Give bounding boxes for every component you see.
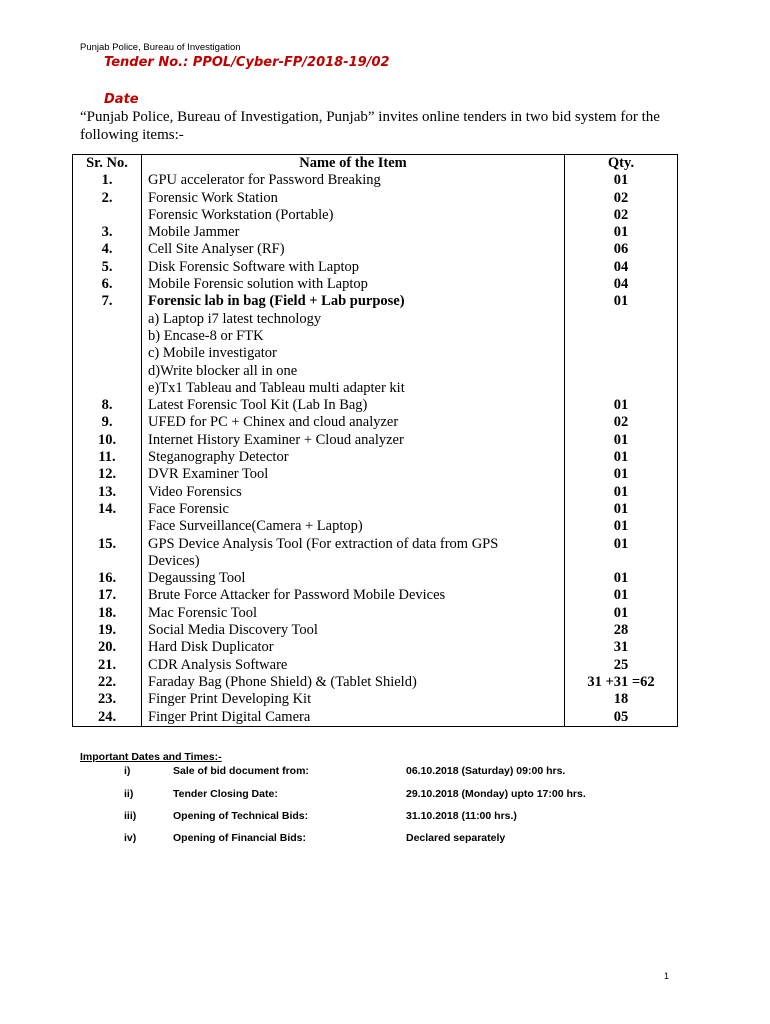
table-row (73, 414, 678, 431)
sr-no-cell: 11. (73, 449, 142, 466)
sr-no-cell: 8. (73, 397, 142, 414)
qty-cell: 01 (565, 536, 678, 553)
items-table-body (73, 172, 678, 726)
qty-cell: 02 (565, 207, 678, 224)
item-name-cell: Hard Disk Duplicator (142, 639, 565, 656)
table-row (73, 622, 678, 639)
sr-no-cell (73, 380, 142, 397)
sr-no-cell: 19. (73, 622, 142, 639)
qty-cell: 18 (565, 691, 678, 708)
sr-no-cell: 5. (73, 259, 142, 276)
qty-cell: 01 (565, 570, 678, 587)
sr-no-cell: 10. (73, 432, 142, 449)
item-name-cell: Finger Print Digital Camera (142, 709, 565, 727)
sr-no-cell (73, 518, 142, 535)
qty-cell: 01 (565, 397, 678, 414)
date-row-label: Sale of bid document from: (173, 765, 309, 777)
item-name-cell: Face Surveillance(Camera + Laptop) (142, 518, 565, 535)
item-name-cell: a) Laptop i7 latest technology (142, 311, 565, 328)
sr-no-cell: 15. (73, 536, 142, 553)
date-row-number: iii) (124, 810, 137, 822)
table-row (73, 207, 678, 224)
item-name-cell: b) Encase-8 or FTK (142, 328, 565, 345)
item-name-cell: Face Forensic (142, 501, 565, 518)
item-name-cell: e)Tx1 Tableau and Tableau multi adapter kit (142, 380, 565, 397)
date-row-label: Opening of Technical Bids: (173, 810, 309, 822)
table-row (73, 466, 678, 483)
table-row (73, 587, 678, 604)
intro-paragraph: “Punjab Police, Bureau of Investigation, Punjab” invites online tenders in two bid system for the following items:- (80, 109, 660, 143)
item-name-cell: Forensic Work Station (142, 190, 565, 207)
qty-cell: 01 (565, 449, 678, 466)
date-row-value: 06.10.2018 (Saturday) 09:00 hrs. (406, 765, 566, 777)
table-row (73, 536, 678, 553)
sr-no-cell: 22. (73, 674, 142, 691)
qty-cell: 01 (565, 518, 678, 535)
sr-no-cell: 17. (73, 587, 142, 604)
date-label: Date (104, 92, 139, 107)
item-name-cell: Latest Forensic Tool Kit (Lab In Bag) (142, 397, 565, 414)
item-name-cell: UFED for PC + Chinex and cloud analyzer (142, 414, 565, 431)
sr-no-cell: 6. (73, 276, 142, 293)
table-row (73, 639, 678, 656)
qty-cell: 02 (565, 414, 678, 431)
date-row-value: 29.10.2018 (Monday) upto 17:00 hrs. (406, 788, 586, 800)
item-name-cell: GPS Device Analysis Tool (For extraction of data from GPS (142, 536, 565, 553)
qty-cell (565, 345, 678, 362)
tender-number: Tender No.: PPOL/Cyber-FP/2018-19/02 (104, 55, 390, 70)
sr-no-cell: 21. (73, 657, 142, 674)
qty-cell: 31 +31 =62 (565, 674, 678, 691)
sr-no-cell (73, 207, 142, 224)
qty-cell (565, 363, 678, 380)
items-table (72, 154, 678, 727)
qty-cell (565, 380, 678, 397)
date-row-value: Declared separately (406, 832, 506, 844)
table-row (73, 172, 678, 189)
table-row (73, 345, 678, 362)
qty-cell: 01 (565, 432, 678, 449)
qty-cell (565, 311, 678, 328)
sr-no-cell: 3. (73, 224, 142, 241)
item-name-cell: Devices) (142, 553, 565, 570)
item-name-cell: d)Write blocker all in one (142, 363, 565, 380)
sr-no-cell: 14. (73, 501, 142, 518)
table-row (73, 432, 678, 449)
qty-cell: 31 (565, 639, 678, 656)
table-row (73, 709, 678, 727)
date-row-value: 31.10.2018 (11:00 hrs.) (406, 810, 517, 822)
qty-cell: 02 (565, 190, 678, 207)
sr-no-cell: 1. (73, 172, 142, 189)
table-row (73, 190, 678, 207)
item-name-cell: Mobile Jammer (142, 224, 565, 241)
sr-no-cell (73, 328, 142, 345)
item-name-cell: Mac Forensic Tool (142, 605, 565, 622)
table-row (73, 363, 678, 380)
sr-no-cell (73, 345, 142, 362)
date-row-label: Opening of Financial Bids: (173, 832, 307, 844)
qty-cell: 04 (565, 276, 678, 293)
important-dates-title: Important Dates and Times:- (80, 751, 222, 763)
table-row (73, 691, 678, 708)
item-name-cell: Internet History Examiner + Cloud analyzer (142, 432, 565, 449)
date-row-number: ii) (124, 788, 134, 800)
sr-no-cell: 20. (73, 639, 142, 656)
sr-no-cell: 13. (73, 484, 142, 501)
col-header-sr-no: Sr. No. (73, 155, 142, 173)
date-row-number: iv) (124, 832, 137, 844)
table-row (73, 311, 678, 328)
table-row (73, 518, 678, 535)
table-row (73, 484, 678, 501)
table-row (73, 501, 678, 518)
col-header-qty: Qty. (565, 155, 678, 173)
table-row (73, 241, 678, 258)
qty-cell: 25 (565, 657, 678, 674)
table-row (73, 570, 678, 587)
table-row (73, 605, 678, 622)
qty-cell: 28 (565, 622, 678, 639)
sr-no-cell: 2. (73, 190, 142, 207)
table-row (73, 674, 678, 691)
item-name-cell: Video Forensics (142, 484, 565, 501)
qty-cell (565, 553, 678, 570)
sr-no-cell: 4. (73, 241, 142, 258)
running-header: Punjab Police, Bureau of Investigation (80, 42, 241, 53)
item-name-cell: Forensic lab in bag (Field + Lab purpose) (142, 293, 565, 310)
sr-no-cell: 7. (73, 293, 142, 310)
table-row (73, 553, 678, 570)
qty-cell: 01 (565, 224, 678, 241)
sr-no-cell: 16. (73, 570, 142, 587)
item-name-cell: Steganography Detector (142, 449, 565, 466)
item-name-cell: GPU accelerator for Password Breaking (142, 172, 565, 189)
sr-no-cell (73, 363, 142, 380)
qty-cell: 01 (565, 587, 678, 604)
table-row (73, 276, 678, 293)
table-row (73, 224, 678, 241)
qty-cell: 01 (565, 484, 678, 501)
table-row (73, 380, 678, 397)
qty-cell: 06 (565, 241, 678, 258)
qty-cell: 04 (565, 259, 678, 276)
qty-cell: 01 (565, 605, 678, 622)
sr-no-cell (73, 311, 142, 328)
qty-cell (565, 328, 678, 345)
item-name-cell: Social Media Discovery Tool (142, 622, 565, 639)
item-name-cell: Cell Site Analyser (RF) (142, 241, 565, 258)
col-header-item-name: Name of the Item (142, 155, 565, 173)
table-row (73, 259, 678, 276)
table-row (73, 293, 678, 310)
page-number: 1 (664, 971, 670, 981)
item-name-cell: Mobile Forensic solution with Laptop (142, 276, 565, 293)
table-row (73, 328, 678, 345)
item-name-cell: Brute Force Attacker for Password Mobile Devices (142, 587, 565, 604)
sr-no-cell: 23. (73, 691, 142, 708)
qty-cell: 01 (565, 172, 678, 189)
item-name-cell: Faraday Bag (Phone Shield) & (Tablet Shield) (142, 674, 565, 691)
item-name-cell: Degaussing Tool (142, 570, 565, 587)
item-name-cell: Disk Forensic Software with Laptop (142, 259, 565, 276)
table-row (73, 657, 678, 674)
sr-no-cell: 9. (73, 414, 142, 431)
item-name-cell: CDR Analysis Software (142, 657, 565, 674)
table-header-row (73, 155, 678, 173)
date-row-label: Tender Closing Date: (173, 788, 278, 800)
date-row-number: i) (124, 765, 131, 777)
qty-cell: 01 (565, 293, 678, 310)
sr-no-cell: 18. (73, 605, 142, 622)
sr-no-cell: 24. (73, 709, 142, 727)
table-row (73, 449, 678, 466)
qty-cell: 05 (565, 709, 678, 727)
sr-no-cell (73, 553, 142, 570)
sr-no-cell: 12. (73, 466, 142, 483)
table-row (73, 397, 678, 414)
qty-cell: 01 (565, 501, 678, 518)
qty-cell: 01 (565, 466, 678, 483)
item-name-cell: Forensic Workstation (Portable) (142, 207, 565, 224)
item-name-cell: c) Mobile investigator (142, 345, 565, 362)
item-name-cell: DVR Examiner Tool (142, 466, 565, 483)
item-name-cell: Finger Print Developing Kit (142, 691, 565, 708)
